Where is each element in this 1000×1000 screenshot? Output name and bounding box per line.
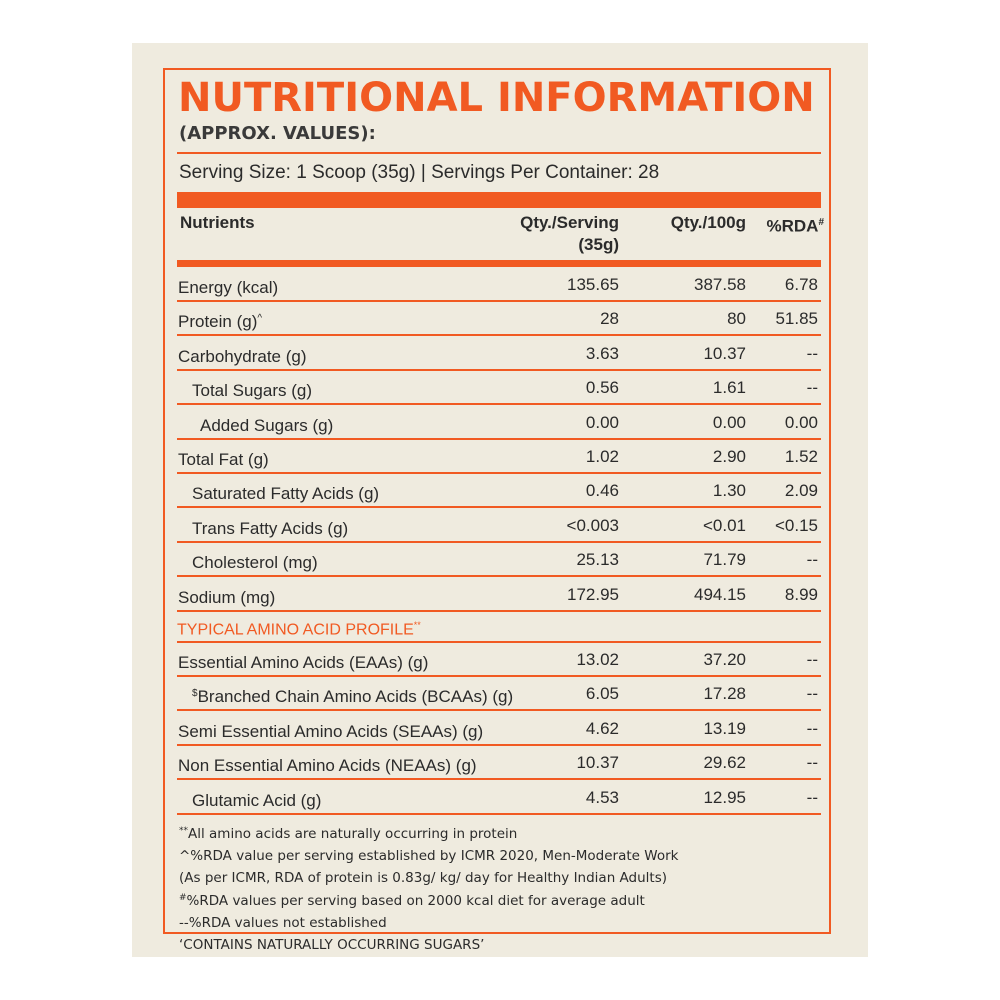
footnote <box>179 911 819 933</box>
per-100g-value: 80 <box>727 309 746 329</box>
per-serving-value: 0.56 <box>585 378 619 398</box>
table-row <box>177 643 821 677</box>
per-serving-value: 172.95 <box>567 584 619 604</box>
nutrient-name: Cholesterol (mg) <box>192 553 318 573</box>
per-100g-value: 1.61 <box>712 378 746 398</box>
per-100g-value: 0.00 <box>712 412 746 432</box>
nutrient-name: Sodium (mg) <box>178 587 276 607</box>
rda-value: 51.85 <box>775 309 818 329</box>
amino-label <box>178 752 477 777</box>
amino-label <box>178 649 428 674</box>
header-band <box>177 192 821 208</box>
per-serving-value: 6.05 <box>585 684 619 704</box>
footnote-text: ‘CONTAINS NATURALLY OCCURRING SUGARS’ <box>179 937 485 954</box>
table-row <box>177 712 821 746</box>
footnote-mark: ** <box>179 826 188 836</box>
table-row <box>177 337 821 371</box>
rda-value: 1.52 <box>784 447 818 466</box>
serving-info: Serving Size: 1 Scoop (35g) | Servings Per Container: 28 <box>179 162 660 183</box>
nutrient-name: Protein (g) <box>178 312 258 332</box>
nutrient-label <box>178 343 307 368</box>
table-row <box>177 474 821 508</box>
nutrient-name: Total Fat (g) <box>178 450 269 469</box>
nutrient-name: Added Sugars (g) <box>200 415 334 435</box>
per-serving-value: 25.13 <box>576 550 619 570</box>
per-100g-value: <0.01 <box>702 515 746 535</box>
footnote <box>179 889 819 911</box>
per-serving-value: 135.65 <box>567 275 619 294</box>
page-title: NUTRITIONAL INFORMATION <box>178 75 815 121</box>
per-serving-value: 3.63 <box>585 343 619 363</box>
per-serving-value: 4.53 <box>585 787 619 807</box>
table-row <box>177 509 821 543</box>
amino-label <box>192 787 321 812</box>
footnote-text: All amino acids are naturally occurring in protein <box>188 826 518 842</box>
footnote <box>179 822 819 844</box>
rda-value: 2.09 <box>784 481 818 501</box>
per-100g-value: 1.30 <box>712 481 746 501</box>
rda-value: -- <box>806 684 818 704</box>
rda-value: -- <box>806 753 818 773</box>
table-row <box>177 268 821 302</box>
nutrient-name: Carbohydrate (g) <box>178 346 307 366</box>
amino-prefix: $ <box>192 688 198 700</box>
page-subtitle: (APPROX. VALUES): <box>179 123 376 144</box>
per-serving-value: 0.46 <box>585 481 619 501</box>
per-serving-value: 0.00 <box>585 412 619 432</box>
amino-section-mark: ** <box>413 620 421 630</box>
header-per-serving-line1: Qty./Serving <box>520 213 619 232</box>
header-nutrients: Nutrients <box>180 213 255 232</box>
nutrient-label <box>192 377 312 402</box>
footnote <box>179 844 819 866</box>
nutrient-label <box>192 515 348 540</box>
rda-value: -- <box>806 718 818 738</box>
table-row <box>177 440 821 474</box>
amino-name: Glutamic Acid (g) <box>192 790 322 810</box>
amino-name: Essential Amino Acids (EAAs) (g) <box>178 653 429 672</box>
per-serving-value: 28 <box>600 309 619 329</box>
footnotes <box>179 822 819 955</box>
nutrient-label <box>178 308 262 333</box>
header-per-serving-line2: (35g) <box>578 235 619 254</box>
footnote-text: %RDA values per serving based on 2000 kcal diet for average adult <box>186 892 645 909</box>
rda-value: 6.78 <box>784 275 818 294</box>
footnote-text: --%RDA values not established <box>179 914 387 931</box>
per-serving-value: <0.003 <box>566 515 619 535</box>
nutrient-label <box>178 274 278 299</box>
nutrient-label <box>192 480 379 505</box>
table-row <box>177 746 821 780</box>
rda-value: 0.00 <box>784 412 818 432</box>
amino-name: Branched Chain Amino Acids (BCAAs) (g) <box>197 687 514 707</box>
nutrient-name: Energy (kcal) <box>178 278 279 297</box>
footnote-text: (As per ICMR, RDA of protein is 0.83g/ kg/ day for Healthy Indian Adults) <box>179 870 668 887</box>
table-row <box>177 543 821 577</box>
amino-label <box>178 718 483 743</box>
table-row <box>177 677 821 711</box>
header-rda-label: %RDA <box>766 216 819 236</box>
header-rda-mark: # <box>818 217 824 228</box>
table-row <box>177 302 821 336</box>
nutrient-name: Saturated Fatty Acids (g) <box>192 484 380 504</box>
amino-section-title <box>177 614 421 641</box>
header-band-bottom <box>177 260 821 267</box>
header-per-100g: Qty./100g <box>670 213 746 232</box>
nutrient-mark: ^ <box>257 313 263 325</box>
nutrient-label <box>192 549 318 574</box>
table-row <box>177 371 821 405</box>
amino-label <box>192 683 513 708</box>
per-serving-value: 13.02 <box>576 650 619 669</box>
rda-value: -- <box>806 787 818 807</box>
per-100g-value: 37.20 <box>703 650 746 669</box>
per-100g-value: 387.58 <box>694 275 746 294</box>
footnote <box>179 866 819 888</box>
footnote-mark: # <box>179 892 187 903</box>
per-100g-value: 2.90 <box>712 447 746 466</box>
row-divider <box>177 813 821 815</box>
per-serving-value: 4.62 <box>585 718 619 738</box>
header-per-serving <box>520 212 619 256</box>
per-100g-value: 17.28 <box>703 684 746 704</box>
table-row <box>177 781 821 815</box>
row-divider <box>177 610 821 612</box>
rda-value: -- <box>806 650 818 669</box>
rda-value: -- <box>806 550 818 570</box>
amino-name: Non Essential Amino Acids (NEAAs) (g) <box>178 756 477 776</box>
per-100g-value: 10.37 <box>703 343 746 363</box>
per-serving-value: 1.02 <box>585 447 619 466</box>
rda-value: -- <box>806 378 818 398</box>
divider <box>177 152 821 154</box>
table-row <box>177 406 821 440</box>
per-serving-value: 10.37 <box>576 753 619 773</box>
header-rda <box>766 212 824 238</box>
rda-value: 8.99 <box>784 584 818 604</box>
nutrient-name: Total Sugars (g) <box>192 381 312 401</box>
rda-value: <0.15 <box>774 515 818 535</box>
nutrient-label <box>178 584 275 609</box>
per-100g-value: 29.62 <box>703 753 746 773</box>
per-100g-value: 12.95 <box>703 787 746 807</box>
per-100g-value: 13.19 <box>703 718 746 738</box>
nutrient-label <box>200 412 333 437</box>
table-row <box>177 578 821 612</box>
amino-section-label: TYPICAL AMINO ACID PROFILE <box>177 621 414 639</box>
rda-value: -- <box>806 343 818 363</box>
amino-name: Semi Essential Amino Acids (SEAAs) (g) <box>178 721 484 741</box>
nutrient-name: Trans Fatty Acids (g) <box>192 518 349 538</box>
per-100g-value: 71.79 <box>703 550 746 570</box>
footnote <box>179 933 819 955</box>
nutrient-label <box>178 446 269 471</box>
per-100g-value: 494.15 <box>694 584 746 604</box>
footnote-text: ^%RDA value per serving established by ICMR 2020, Men-Moderate Work <box>179 848 679 865</box>
